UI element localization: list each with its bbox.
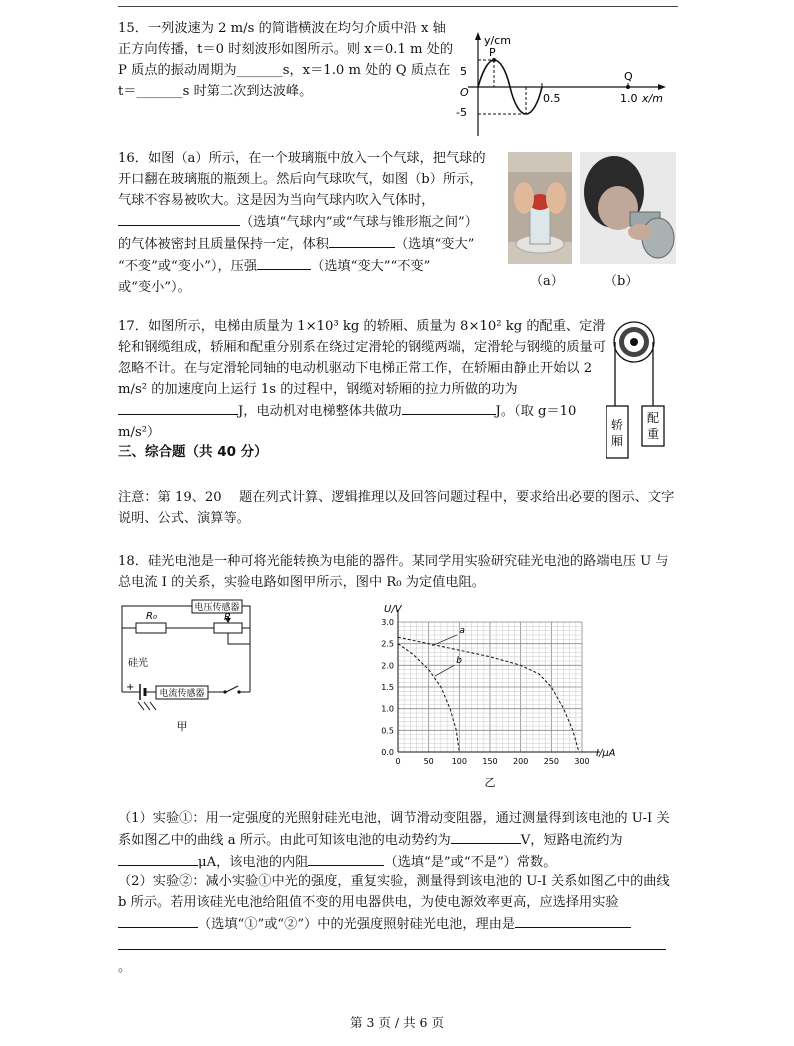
y-tick-label: 0.0 bbox=[381, 748, 394, 757]
series-a-label: a bbox=[459, 625, 465, 636]
point-p-label: P bbox=[489, 46, 496, 59]
tick-5: 5 bbox=[460, 65, 467, 78]
cell-label: 硅光 bbox=[128, 658, 148, 669]
r0-label: R₀ bbox=[146, 611, 157, 622]
y-tick-label: 2.5 bbox=[381, 639, 394, 649]
tick-10: 1.0 bbox=[620, 92, 638, 105]
y-tick-label: 3.0 bbox=[381, 618, 394, 627]
q18-blank-5[interactable] bbox=[515, 913, 631, 928]
q16-line6: “不变”或“变小”），压强 （选填“变大”“不变” bbox=[118, 255, 498, 277]
wave-ylabel: y/cm bbox=[484, 34, 511, 47]
y-tick-label: 1.5 bbox=[381, 683, 394, 692]
q17-blank-2[interactable] bbox=[402, 400, 496, 415]
counter-label-1: 配 bbox=[646, 411, 660, 425]
series-b-leader bbox=[435, 665, 454, 676]
car-label-1: 轿 bbox=[610, 418, 624, 432]
x-tick-label: 0 bbox=[395, 757, 401, 766]
q16-line2: 开口翻在玻璃瓶的瓶颈上。然后向气球吹气，如图（b）所示， bbox=[118, 172, 483, 187]
question-15: 15．一列波速为 2 m/s 的简谐横波在均匀介质中沿 x 轴正方向传播，t＝0 时刻波形如图所示。则 x＝0.1 m 处的 P 质点的振动周期为_______s，x＝1.0 m 处的 Q 质点在 t＝_______s 时第二次到达波峰。 bbox=[118, 21, 454, 99]
photo-a bbox=[508, 152, 572, 264]
x-tick-label: 250 bbox=[543, 757, 559, 766]
y-axis-label: U/V bbox=[384, 604, 402, 615]
series-b-label: b bbox=[456, 656, 462, 667]
caption-a: （a） bbox=[530, 274, 564, 289]
origin-label: O bbox=[460, 86, 469, 99]
question-16 bbox=[118, 148, 498, 298]
section-title: 三、综合题（共 40 分） bbox=[118, 444, 268, 460]
q16-line5: 的气体被密封且质量保持一定，体积 （选填“变大” bbox=[118, 233, 498, 255]
q17-blank-1[interactable] bbox=[118, 400, 238, 415]
q16-line7: 或“变小”）。 bbox=[118, 280, 191, 295]
voltage-sensor-label: 电压传感器 bbox=[194, 603, 240, 613]
q18-blank-3[interactable] bbox=[308, 851, 384, 866]
question-17: 17．如图所示，电梯由质量为 1×10³ kg 的轿厢、质量为 8×10² kg 的配重、定滑轮和钢缆组成，轿厢和配重分别系在绕过定滑轮的钢缆两端，定滑轮与钢缆的质量可忽略不计。在与定滑轮同轴的电动机驱动下电梯正常工作，在轿厢由静止开始以 2 m/s² 的加速度向上运行 1s 的过程中，钢缆对轿厢的拉力所做的功为 J，电动机对电梯整体共做功 J。（取 g＝10 m/s²） bbox=[118, 319, 606, 440]
series-a-leader bbox=[432, 635, 458, 646]
top-rule bbox=[118, 6, 678, 7]
q16-line4: （选填“气球内”或“气球与锥形瓶之间”） bbox=[118, 211, 498, 233]
q18-blank-1[interactable] bbox=[451, 829, 521, 844]
x-tick-label: 300 bbox=[574, 757, 590, 766]
plus-label: + bbox=[126, 682, 135, 693]
q18-blank-4[interactable] bbox=[118, 913, 198, 928]
x-tick-label: 150 bbox=[482, 757, 498, 766]
counter-label-2: 重 bbox=[646, 427, 660, 441]
caption-b: （b） bbox=[604, 274, 639, 289]
tick-05: 0.5 bbox=[543, 92, 561, 105]
note: 注意：第 19、20 题在列式计算、逻辑推理以及回答问题过程中，要求给出必要的图示、文字说明、公式、演算等。 bbox=[118, 490, 675, 526]
q16-line1: 16．如图（a）所示，在一个玻璃瓶中放入一个气球，把气球的 bbox=[118, 151, 486, 166]
r-label: R bbox=[224, 612, 231, 623]
y-tick-label: 1.0 bbox=[381, 704, 394, 714]
photo-b bbox=[580, 152, 676, 264]
page-footer: 第 3 页 / 共 6 页 bbox=[350, 1015, 444, 1030]
q18-part2: （2）实验②：减小实验①中光的强度，重复实验，测量得到该电池的 U-I 关系如图乙中的曲线 b 所示。若用该硅光电池给阻值不变的用电器供电，为使电源效率更高，应选择用实验 （选填“①”或“②”）中的光强度照射硅光电池，理由是 。 bbox=[118, 874, 670, 975]
ui-chart bbox=[370, 602, 640, 790]
q16-line3: 气球不容易被吹大。这是因为当向气球内吹入气体时， bbox=[118, 193, 435, 208]
car-label-2: 厢 bbox=[610, 434, 624, 448]
question-18: 18．硅光电池是一种可将光能转换为电能的器件。某同学用实验研究硅光电池的路端电压 U 与总电流 I 的关系，实验电路如图甲所示，图中 R₀ 为定值电阻。 bbox=[118, 554, 669, 590]
q18-part1: （1）实验①：用一定强度的光照射硅光电池，调节滑动变阻器，通过测量得到该电池的 U-I 关系如图乙中的曲线 a 所示。由此可知该电池的电动势约为 V，短路电流约为 μA，该电池的内阻 （选填“是”或“不是”）常数。 bbox=[118, 811, 670, 870]
x-axis-label: I/μA bbox=[596, 748, 616, 759]
wave-graph bbox=[448, 28, 678, 138]
circuit-diagram bbox=[118, 598, 258, 734]
q18-blank-2[interactable] bbox=[118, 851, 198, 866]
q16-blank-3[interactable] bbox=[257, 255, 311, 270]
tick-neg5: -5 bbox=[456, 106, 467, 119]
point-q-label: Q bbox=[624, 70, 633, 83]
y-tick-label: 2.0 bbox=[381, 661, 394, 671]
q16-blank-2[interactable] bbox=[329, 233, 395, 248]
y-tick-label: 0.5 bbox=[381, 726, 394, 736]
current-sensor-label: 电流传感器 bbox=[159, 689, 205, 699]
q16-blank-1[interactable] bbox=[118, 211, 240, 226]
elevator-diagram bbox=[606, 318, 676, 460]
wave-xlabel: x/m bbox=[642, 92, 663, 105]
x-tick-label: 50 bbox=[423, 757, 434, 766]
x-tick-label: 200 bbox=[513, 757, 529, 766]
circuit-caption: 甲 bbox=[176, 720, 188, 733]
chart-caption: 乙 bbox=[484, 776, 496, 789]
q18-blank-6[interactable] bbox=[118, 935, 666, 950]
x-tick-label: 100 bbox=[451, 757, 467, 766]
